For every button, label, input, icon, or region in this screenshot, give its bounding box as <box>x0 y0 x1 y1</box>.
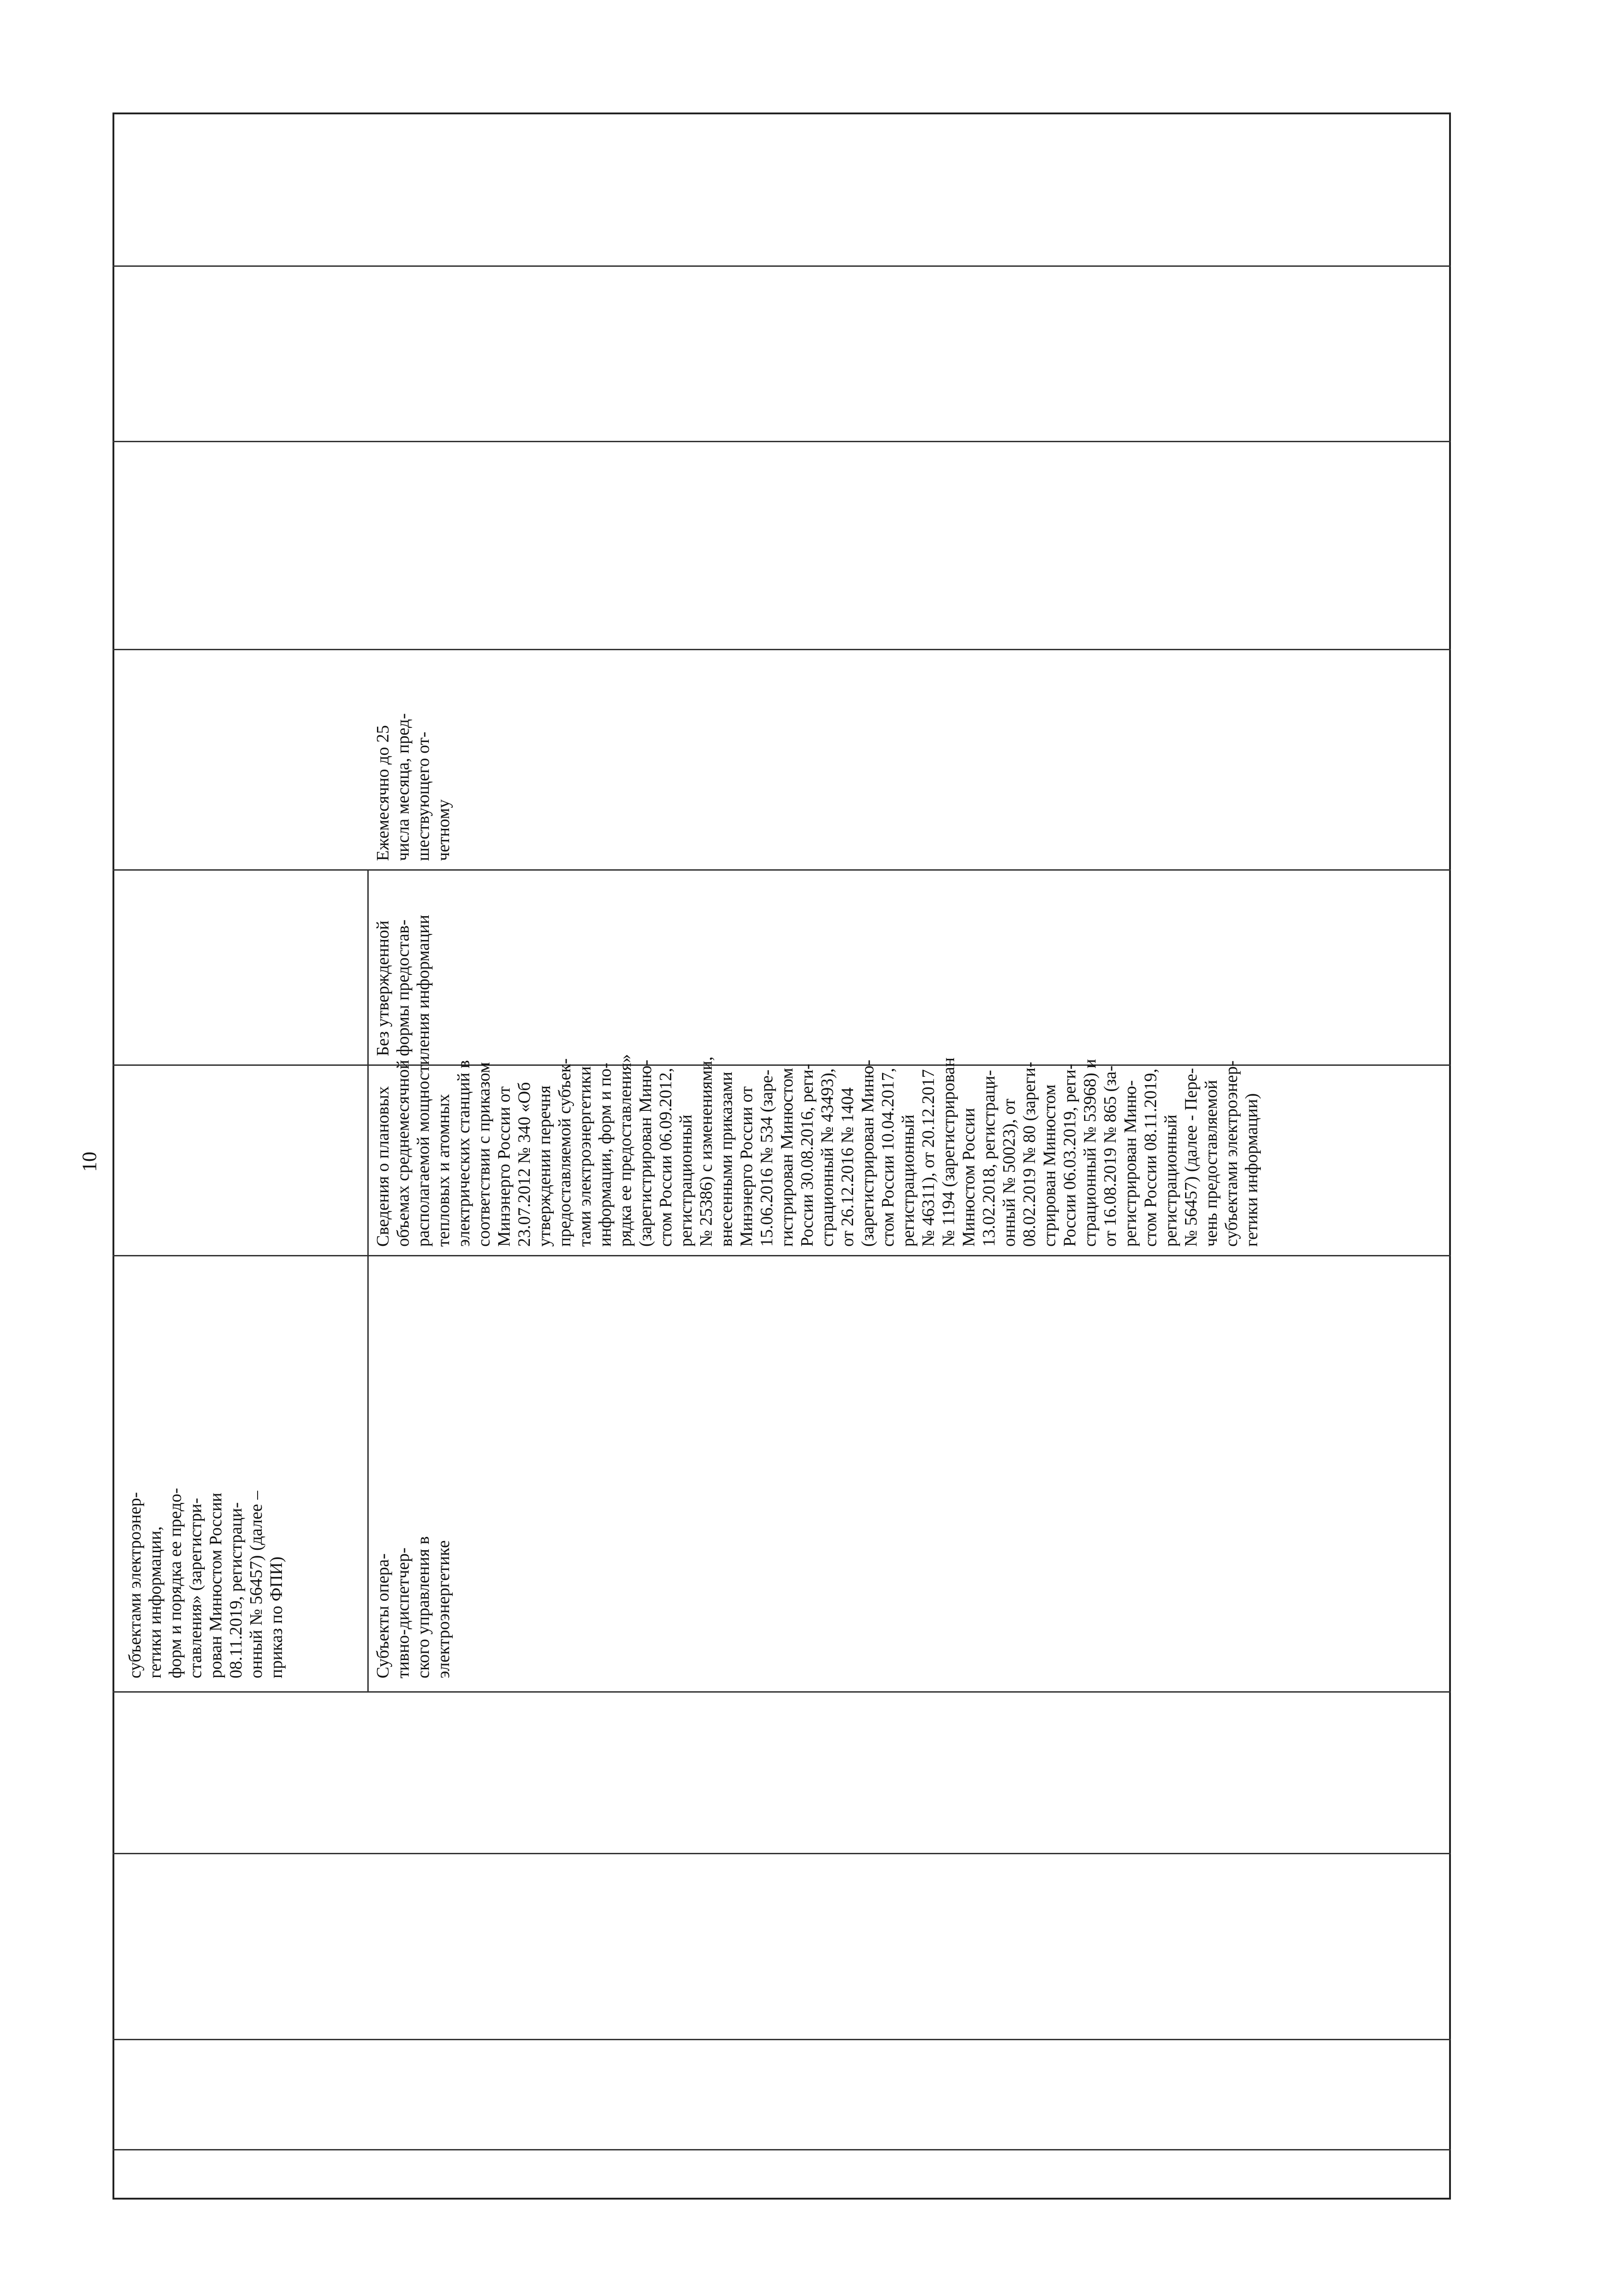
table-divider <box>112 1853 1451 1854</box>
continuation-text: субъектами электроэнер- гетики информации, форм и порядка ее предо- ставления» (зарегистри- рован Минюстом России 08.11.2019, регистраци- онный № 56457) (далее – приказ по ФПИ) <box>125 1488 286 1678</box>
table-divider <box>112 441 1451 442</box>
table-divider <box>112 1691 1451 1693</box>
subjects-cell: Субъекты опера- тивно-диспетчер- ского управления в электроэнергетике <box>373 1536 453 1678</box>
description-cell: Сведения о плановых объемах среднемесячной располагаемой мощности тепловых и атомных электрических станций в соответствии с приказом Минэнерго России от 23.07.2012 № 340 «Об утверждении перечня предоставляемой субъек- тами электроэнергетики информации, форм и по- рядка ее предоставления» (зарегистрирован Миню- стом России 06.09.2012, регистрационный № 25386) с изменениями, внесенными приказами Минэнерго России от 15.06.2016 № 534 (заре- гистрирован Минюстом России 30.08.2016, реги- страционный № 43493), от 26.12.2016 № 1404 (зарегистрирован Миню- стом России 10.04.2017, регистрационный № 46311), от 20.12.2017 № 1194 (зарегистрирован Минюстом России 13.02.2018, регистраци- онный № 50023), от 08.02.2019 № 80 (зареги- стрирован Минюстом России 06.03.2019, реги- страционный № 53968) и от 16.08.2019 № 865 (за- регистрирован Миню- стом России 08.11.2019, регистрационный № 56457) (далее - Пере- чень предоставляемой субъектами электроэнер- гетики информации) <box>373 1054 1261 1247</box>
table-divider <box>112 649 1451 650</box>
table-divider <box>112 2039 1451 2040</box>
page-number: 10 <box>78 1152 101 1172</box>
schedule-cell: Ежемесячно до 25 числа месяца, пред- шествующего от- четному <box>373 713 453 861</box>
table-divider <box>112 2149 1451 2150</box>
table-divider <box>112 265 1451 267</box>
form-cell: Без утвержденной формы предостав- ления информации <box>373 915 433 1056</box>
table-divider <box>367 869 369 1691</box>
